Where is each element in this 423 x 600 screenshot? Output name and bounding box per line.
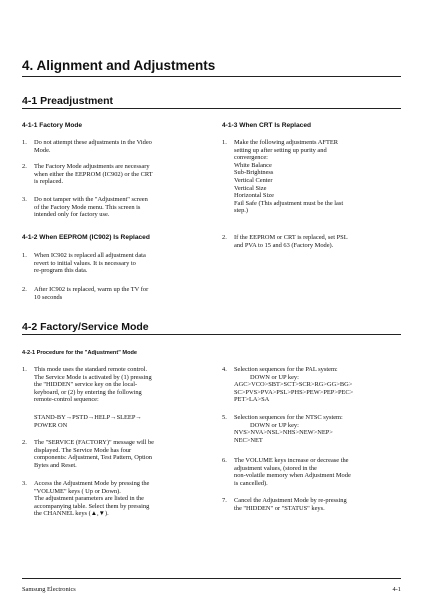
- section-4-2-rule: [22, 334, 401, 335]
- item-number: 2.: [22, 439, 27, 446]
- item-text: When IC902 is replaced all adjustment data revert to initial values. It is necessary to re-program this data.: [34, 252, 146, 275]
- item-text: After IC902 is replaced, warm up the TV for 10 seconds: [34, 286, 149, 301]
- item-number: 1.: [22, 252, 27, 259]
- item-text: Access the Adjustment Mode by pressing the "VOLUME" keys ( Up or Down). The adjustment parameters are listed in the accompanying table. Select them by pressing the CHANNEL keys (▲,▼).: [34, 480, 150, 518]
- list-item: [22, 163, 212, 186]
- item-text: Selection sequences for the NTSC system: DOWN or UP key: NVS>NVA>NSL>NHS>NEW>NEP> NEC>NET: [234, 414, 343, 444]
- list-item: [22, 196, 212, 219]
- item-number: 6.: [222, 457, 227, 464]
- item-number: [22, 414, 34, 429]
- item-number: 1.: [22, 139, 27, 146]
- item-text: The VOLUME keys increase or decrease the adjustment values, (stored in the non-volatile memory when Adjustment Mode is cancelled).: [234, 457, 351, 487]
- footer-publisher: Samsung Electronics: [22, 586, 76, 593]
- list-item: [222, 366, 412, 404]
- item-number: 4.: [222, 366, 227, 373]
- list-item: [22, 439, 212, 469]
- item-number: 3.: [22, 196, 27, 203]
- item-number: 5.: [222, 414, 227, 421]
- item-text: Do not tamper with the "Adjustment" screen of the Factory Mode menu. This screen is intended only for factory use.: [34, 196, 148, 219]
- item-number: 7.: [222, 497, 227, 504]
- list-item: [22, 139, 212, 154]
- item-text: The "SERVICE (FACTORY)" message will be displayed. The Service Mode has four components: Adjustment, Test Pattern, Option Bytes and Reset.: [34, 439, 155, 469]
- item-number: 2.: [22, 286, 27, 293]
- item-number: 2.: [22, 163, 27, 170]
- list-item: [222, 457, 412, 487]
- factory-mode-heading: 4-1-1 Factory Mode: [22, 122, 83, 129]
- item-text: Do not attempt these adjustments in the Video Mode.: [34, 139, 152, 154]
- item-text: Make the following adjustments AFTER setting up after setting up purity and convergence: White Balance Sub-Brightness Vertical Center Vertical Size Horizontal Size Fail Safe (This adjustment must be the last step.): [234, 139, 344, 215]
- crt-heading: 4-1-3 When CRT Is Replaced: [222, 122, 312, 129]
- item-text: STAND-BY→PSTD→HELP→SLEEP→ POWER ON: [34, 414, 142, 429]
- footer-rule: [22, 578, 401, 579]
- list-item: [222, 497, 412, 512]
- page-number: 4-1: [392, 586, 401, 593]
- item-number: 1.: [22, 366, 27, 373]
- item-number: 1.: [222, 139, 227, 146]
- item-text: This mode uses the standard remote control. The Service Mode is activated by (1) pressing the "HIDDEN" service key on the local- keyboard, or (2) by entering the following remote-control sequence:: [34, 366, 152, 404]
- page-title: 4. Alignment and Adjustments: [22, 58, 216, 73]
- list-item: [222, 414, 412, 444]
- list-item: [222, 139, 407, 215]
- list-item: [222, 234, 407, 249]
- section-4-1-heading: 4-1 Preadjustment: [22, 95, 114, 107]
- procedure-heading: 4-2-1 Procedure for the "Adjustment" Mode: [22, 350, 138, 356]
- remote-sequence: [22, 414, 212, 429]
- item-number: 3.: [22, 480, 27, 487]
- title-rule: [22, 76, 401, 77]
- list-item: [22, 286, 212, 301]
- section-4-2-heading: 4-2 Factory/Service Mode: [22, 321, 149, 333]
- item-text: Cancel the Adjustment Mode by re-pressing the "HIDDEN" or "STATUS" keys.: [234, 497, 347, 512]
- item-number: 2.: [222, 234, 227, 241]
- list-item: [22, 252, 212, 275]
- eeprom-heading: 4-1-2 When EEPROM (IC902) Is Replaced: [22, 234, 150, 241]
- section-4-1-rule: [22, 108, 401, 109]
- list-item: [22, 366, 212, 404]
- list-item: [22, 480, 212, 518]
- item-text: The Factory Mode adjustments are necessary when either the EEPROM (IC902) or the CRT is replaced.: [34, 163, 153, 186]
- item-text: Selection sequences for the PAL system: DOWN or UP key: AGC>VCO>SBT>SCT>SCR>RG>GG>BG> SC>PVS>PVA>PSL>PHS>PEW>PEP>PEC> PET>LA>SA: [234, 366, 354, 404]
- item-text: If the EEPROM or CRT is replaced, set PSL and PVA to 15 and 63 (Factory Mode).: [234, 234, 348, 249]
